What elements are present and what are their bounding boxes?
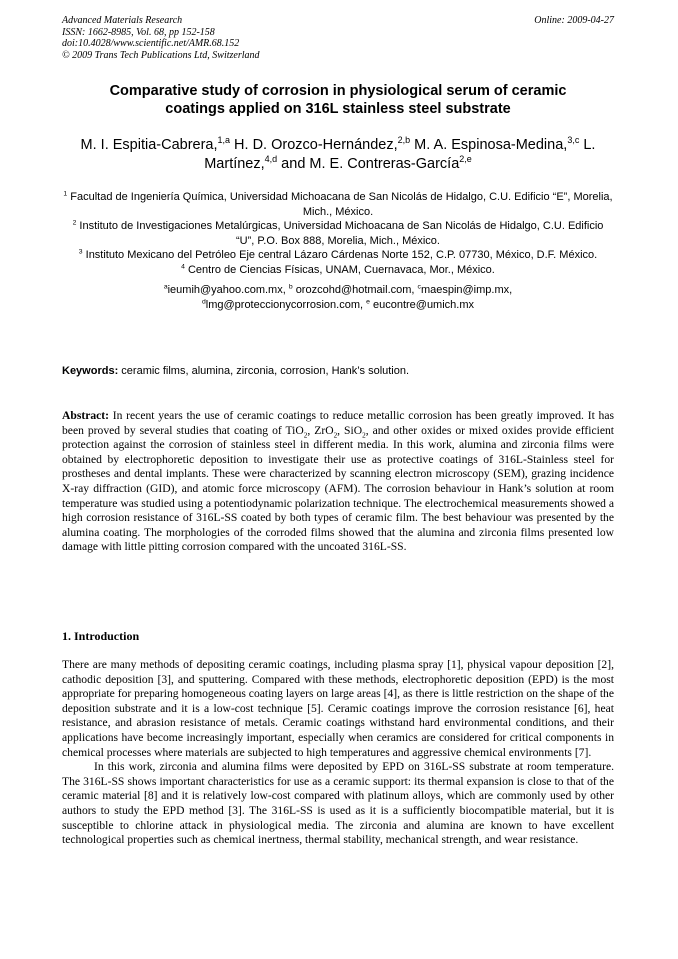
affiliation-3-num: 3 [78, 248, 83, 256]
email-c[interactable]: maespin@imp.mx, [420, 284, 513, 296]
author-2-affil: 2,b [397, 135, 411, 146]
email-list: $^a$ieumih@yahoo.com.mx, $^b$ orozcohd@hotmail.com, $^c$maespin@imp.mx, $^d$lmg@proteccionycorrosion.com, $^e$ eucontre@umich.mx [163, 283, 513, 311]
author-5-affil: 2,e [459, 154, 472, 165]
author-4: L. Martínez, [204, 137, 596, 172]
author-list [62, 136, 614, 174]
copyright-line: © 2009 Trans Tech Publications Ltd, Switzerland [62, 49, 260, 61]
keywords [62, 364, 614, 378]
abstract-text-4: , and other oxides or mixed oxides provide efficient protection against the corrosion of stainless steel in different media. In this work, alumina and zirconia films were obtained by electrophoretic deposition to investigate their use as protective coatings of 316L-Stainless steel for prostheses and dental implants. These were characterized by scanning electron microscopy (SEM), grazing incidence X-ray diffraction (GID), and atomic force microscopy (AFM). The corrosion behaviour in Hank’s solution at room temperature was studied using a potentiodynamic polarization technique. The electrochemical measurements showed a high corrosion resistance of 316L-SS coated by both types of ceramic film. The best behaviour was presented by the alumina coating. The morphologies of the corroded films showed that the alumina and zirconia films presented low damage with little pitting corrosion compared with the uncoated 316L-SS. [62, 423, 614, 554]
affiliation-4-num: 4 [181, 262, 185, 270]
online-date: Online: 2009-04-27 [534, 15, 614, 26]
affiliation-3-text: Instituto Mexicano del Petróleo Eje central Lázaro Cárdenas Norte 152, C.P. 07730, México, D.F. México. [82, 249, 598, 261]
author-4-affil: 4,d [264, 154, 278, 165]
email-b[interactable]: orozcohd@hotmail.com, [295, 284, 415, 296]
affiliation-4-text: Centro de Ciencias Físicas, UNAM, Cuernavaca, Mor., México. [184, 263, 495, 276]
title-line-2: coatings applied on 316L stainless steel substrate [165, 101, 511, 117]
title-line-1: Comparative study of corrosion in physiological serum of ceramic [109, 83, 567, 99]
journal-header [62, 15, 614, 61]
affiliation-3 [62, 248, 614, 263]
author-5: and M. E. Contreras-García [277, 156, 460, 172]
abstract-text-1: In recent years the use of ceramic coatings to reduce metallic corrosion has been greatly improved. It has been proved by several studies that coating of TiO [62, 409, 614, 437]
email-a[interactable]: ieumih@yahoo.com.mx, [167, 284, 286, 296]
abstract-sub-1: 2 [303, 430, 308, 439]
affiliation-1-text: Facultad de Ingeniería Química, Universidad Michoacana de San Nicolás de Hidalgo, C.U. Edificio “E”, Morelia, Mich., México. [67, 191, 613, 218]
abstract-text-3: , SiO [337, 423, 363, 437]
paper-title [62, 82, 614, 118]
keywords-text: ceramic films, alumina, zirconia, corrosion, Hank’s solution. [118, 365, 410, 377]
journal-name: Advanced Materials Research [62, 15, 183, 26]
intro-paragraph-2: In this work, zirconia and alumina films were deposited by EPD on 316L-SS substrate at room temperature. The 316L-SS shows important characteristics for use as a ceramic support: its thermal expansion is close to that of the ceramic material [8] and it is relatively low-cost compared with platinum alloys, which are commonly used by other authors to study the EPD method [3]. The 316L-SS is used as it is a sufficiently biocompatible material, but it is susceptible to chlorine attack in physiological media. The zirconia and alumina are known to have excellent technological properties such as chemical inertness, thermal stability, mechanical strength, and wear resistance. [62, 760, 614, 847]
affiliation-2-num: 2 [72, 219, 77, 227]
introduction-body [62, 658, 614, 848]
abstract-text-2: , ZrO [307, 423, 334, 437]
intro-paragraph-1: There are many methods of depositing ceramic coatings, including plasma spray [1], physical vapour deposition [2], cathodic deposition [3], and sputtering. Compared with these methods, electrophoretic deposition (EPD) is the most appropriate for preparing homogeneous coating layers on large areas [4], as there is little restriction on the shape of the deposition substrate and it is a low-cost technique [5]. Ceramic coatings improve the corrosion resistance [6], heat resistance, and abrasion resistance of metals. Ceramic coatings withstand hard environmental conditions, and their applications have become increasingly important, especially when ceramics are considered for critical components in chemical processes where materials are subjected to high temperatures and aggressive chemical environments [7]. [62, 658, 614, 759]
abstract [62, 409, 614, 555]
abstract-sub-2: 2 [333, 430, 338, 439]
author-1: M. I. Espitia-Cabrera, [80, 137, 218, 153]
email-d[interactable]: lmg@proteccionycorrosion.com, [205, 298, 364, 311]
email-e[interactable]: eucontre@umich.mx [372, 298, 475, 311]
affiliation-1 [62, 190, 614, 219]
keywords-label: Keywords: [62, 365, 119, 377]
affiliations [62, 190, 614, 312]
doi-line: doi:10.4028/www.scientific.net/AMR.68.152 [62, 38, 240, 49]
issn-line: ISSN: 1662-8985, Vol. 68, pp 152-158 [62, 26, 215, 38]
author-3: M. A. Espinosa-Medina, [410, 137, 568, 153]
affiliation-2-text: Instituto de Investigaciones Metalúrgicas, Universidad Michoacana de San Nicolás de Hidalgo, C.U. Edificio “U”, P.O. Box 888, Morelia, Mich., México. [76, 220, 604, 247]
abstract-label: Abstract: [62, 409, 110, 422]
author-2: H. D. Orozco-Hernández, [230, 137, 398, 153]
affiliation-1-num: 1 [63, 190, 68, 198]
section-heading-introduction: 1. Introduction [62, 629, 140, 643]
affiliation-4 [62, 263, 614, 278]
affiliation-2 [62, 219, 614, 248]
author-1-affil: 1,a [217, 135, 231, 146]
author-3-affil: 3,c [567, 135, 580, 146]
abstract-sub-3: 2 [362, 430, 366, 439]
